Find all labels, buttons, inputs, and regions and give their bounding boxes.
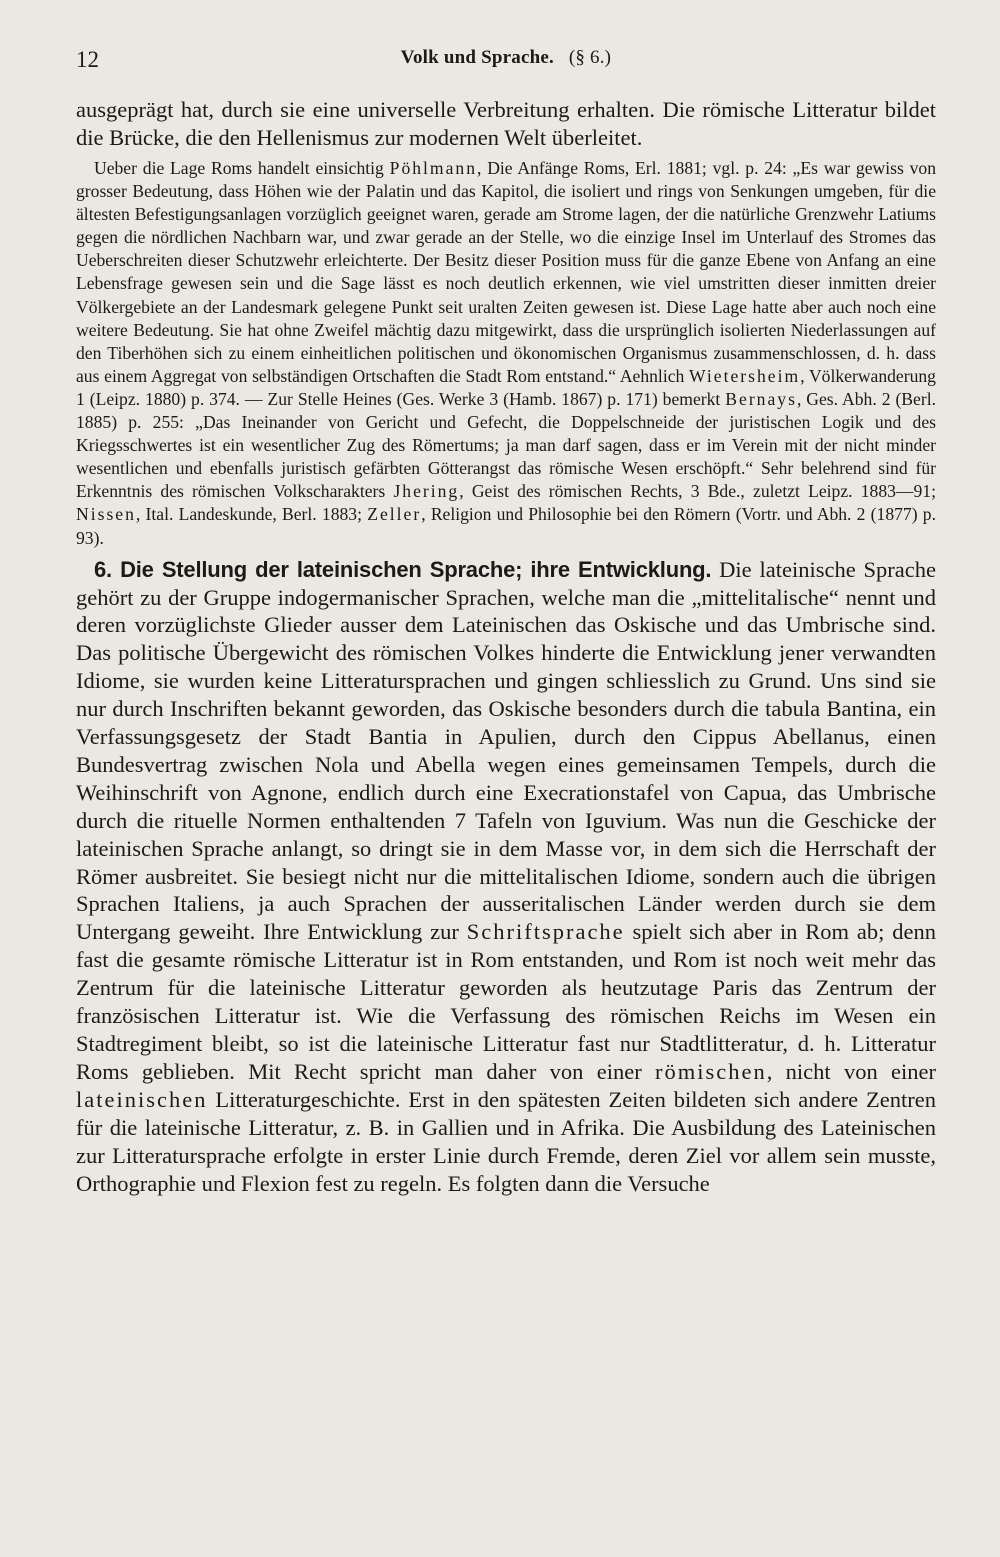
note-text-2: , Die Anfänge Roms, Erl. 1881; vgl. p. 24: „Es war gewiss von grosser Bedeutung, dass Höhen wie der Palatin und das Kapitol, die isoliert und rings von Senkungen umgeben, für die ältesten Befestigungsanlagen vorzüglich geeignet waren, gerade am Strome lagen, der die natürliche Grenzwehr Latiums gegen die nördlichen Nachbarn war, und zwar gerade an der Stelle, wo die einzige Insel im Unterlauf des Stromes das Ueberschreiten dieser Schutzwehr erleichterte. Der Besitz dieser Position muss für die ganze Ebene von Anfang an eine Lebensfrage gewesen sein und die Sage lässt es noch deutlich erkennen, wie viel umstritten dieser inmitten dreier Völkergebiete an der Landesmark gelegene Punkt seit uralten Zeiten gewesen ist. Diese Lage hatte aber auch noch eine weitere Bedeutung. Sie hat ohne Zweifel mächtig dazu mitgewirkt, dass die ursprünglich isolierten Niederlassungen auf den Tiberhöhen sich zu einem einheitlichen politischen und ökonomischen Organismus zusammenschlossen, d. h. dass aus einem Aggregat von selbständigen Ortschaften die Stadt Rom entstand.“ Aehnlich: [76, 158, 936, 386]
running-head: [76, 42, 936, 82]
note-text-1: Ueber die Lage Roms handelt einsichtig: [94, 158, 390, 178]
note-text-6: , Ital. Landeskunde, Berl. 1883;: [135, 504, 368, 525]
note-text-5: , Geist des römischen Rechts, 3 Bde., zuletzt Leipz. 1883—91;: [459, 481, 936, 502]
spaced-lateinischen: lateinischen: [76, 1086, 208, 1112]
note-text-3: , Völkerwanderung 1 (Leipz. 1880) p. 374. — Zur Stelle Heines (Ges. Werke 3 (Hamb. 1867) p. 171) bemerkt: [76, 365, 936, 409]
spaced-schriftsprache: Schriftsprache: [466, 919, 625, 945]
author-wietersheim: Wietersheim: [689, 365, 801, 386]
section-6-paragraph: [76, 556, 936, 1198]
author-bernays: Bernays: [725, 388, 797, 409]
section-text-2: spielt sich aber in Rom ab; denn fast die gesamte römische Litteratur ist in Rom entstanden, und Rom ist noch weit mehr das Zentrum für die lateinische Litteratur geworden als heutzutage Paris das Zentrum der französischen Litteratur ist. Wie die Verfassung des römischen Reichs im Wesen ein Stadtregiment bleibt, so ist die lateinische Litteratur fast nur Stadtlitteratur, d. h. Litteratur Roms geblieben. Mit Recht spricht man daher von einer: [76, 919, 936, 1084]
section-text-1: Die lateinische Sprache gehört zu der Gruppe indogermanischer Sprachen, welche man die „mittelitalische“ nennt und deren vorzüglichste Glieder ausser dem Lateinischen das Oskische und das Umbrische sind. Das politische Übergewicht des römischen Volkes hinderte die Entwicklung jener verwandten Idiome, sie wurden keine Litteratursprachen und gingen schliesslich zu Grund. Uns sind sie nur durch Inschriften bekannt geworden, das Oskische besonders durch die tabula Bantina, ein Verfassungsgesetz der Stadt Bantia in Apulien, durch den Cippus Abellanus, einen Bundesvertrag zwischen Nola und Abella wegen eines gemeinsamen Tempels, durch die Weihinschrift von Agnone, endlich durch eine Execrationstafel von Capua, das Umbrische durch die rituelle Normen enthaltenden 7 Tafeln von Iguvium. Was nun die Geschicke der lateinischen Sprache anlangt, so dringt sie in dem Masse vor, in dem sich die Herrschaft der Römer ausbreitet. Sie besiegt nicht nur die mittelitalischen Idiome, sondern auch die übrigen Sprachen Italiens, ja auch Sprachen der ausseritalischen Länder werden durch sie dem Untergang geweiht. Ihre Entwicklung zur: [76, 556, 936, 945]
author-zeller: Zeller: [367, 504, 422, 525]
footnote-paragraph: [76, 157, 936, 550]
page-number: 12: [76, 47, 99, 72]
author-jhering: Jhering: [393, 481, 460, 502]
running-title: [76, 47, 936, 69]
note-text-7: , Religion und Philosophie bei den Römern (Vortr. und Abh. 2 (1877) p. 93).: [76, 504, 936, 548]
author-nissen: Nissen: [76, 504, 136, 525]
spaced-roemischen: römischen: [655, 1058, 767, 1084]
note-text-4: , Ges. Abh. 2 (Berl. 1885) p. 255: „Das Ineinander von Gericht und Gefecht, die Doppelschneide der juristischen Logik und des Kriegsschwertes ist ein wesentlicher Zug des Römertums; ja man darf sagen, dass er im Verein mit der nicht minder wesentlichen und ebenfalls juristisch gefärbten Götterangst das römische Wesen erschöpft.“ Sehr belehrend sind für Erkenntnis des römischen Volkscharakters: [76, 388, 936, 502]
section-heading: 6. Die Stellung der lateinischen Sprache; ihre Entwicklung.: [94, 556, 712, 582]
running-section-ref: (§ 6.): [568, 47, 612, 68]
running-title-text: Volk und Sprache.: [400, 47, 554, 68]
section-text-4: Litteraturgeschichte. Erst in den spätesten Zeiten bildeten sich andere Zentren für die lateinische Litteratur, z. B. in Gallien und in Afrika. Die Ausbildung des Lateinischen zur Litteratursprache erfolgte in erster Linie durch Fremde, deren Ziel vor allem sein musste, Orthographie und Flexion fest zu regeln. Es folgten dann die Versuche: [76, 1086, 936, 1196]
author-poehlmann: Pöhlmann: [389, 158, 478, 178]
section-text-3: , nicht von einer: [766, 1058, 936, 1084]
lead-paragraph: ausgeprägt hat, durch sie eine universelle Verbreitung erhalten. Die römische Litteratur bildet die Brücke, die den Hellenismus zur modernen Welt überleitet.: [76, 97, 936, 150]
